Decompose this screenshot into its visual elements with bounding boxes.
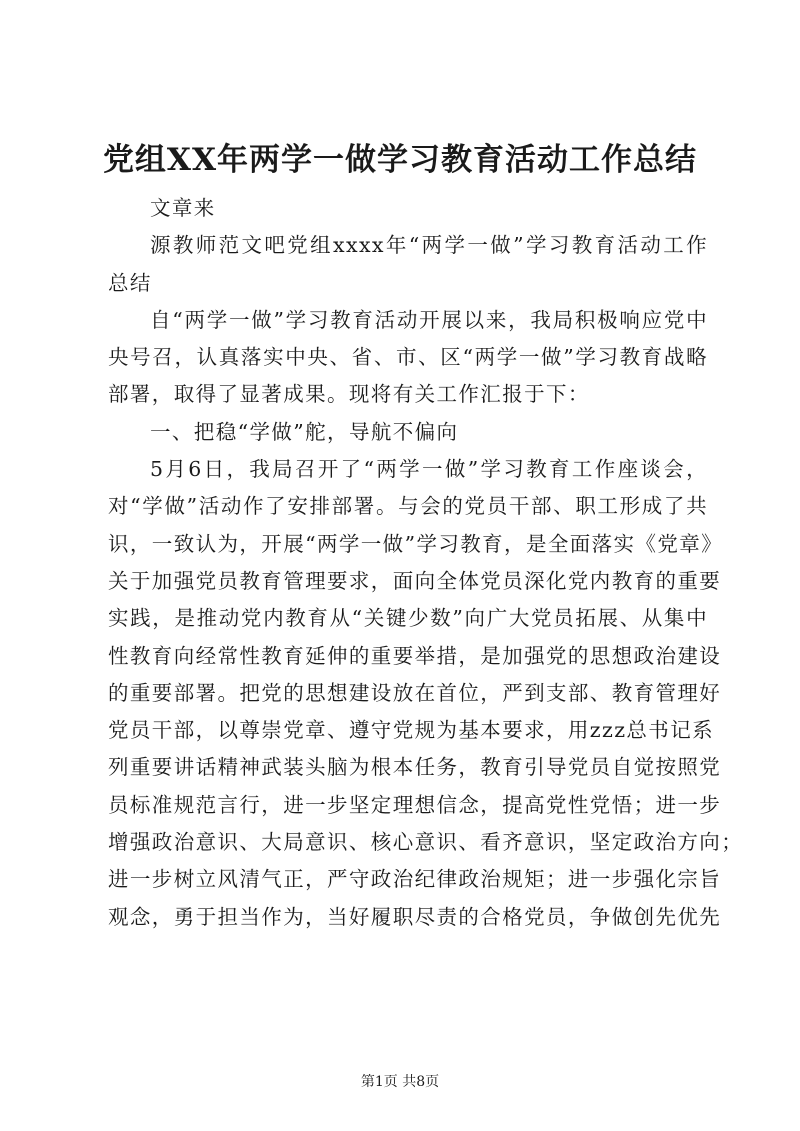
text-line: 列重要讲话精神武装头脑为根本任务，教育引导党员自觉按照党 bbox=[108, 755, 722, 780]
text-line: 党员干部，以尊崇党章、遵守党规为基本要求，用zzz总书记系 bbox=[108, 718, 714, 743]
document-body bbox=[108, 190, 744, 936]
text-line: 文章来 bbox=[150, 196, 216, 220]
text-line: 源教师范文吧党组xxxx年“两学一做”学习教育活动工作 bbox=[150, 233, 708, 258]
text-line: 员标准规范言行，进一步坚定理想信念，提高党性党悟；进一步 bbox=[108, 792, 722, 817]
text-line: 对“学做”活动作了安排部署。与会的党员干部、职工形成了共 bbox=[108, 494, 708, 519]
text-line: 5月6日，我局召开了“两学一做”学习教育工作座谈会， bbox=[150, 457, 708, 482]
text-line: 性教育向经常性教育延伸的重要举措，是加强党的思想政治建设 bbox=[108, 643, 722, 668]
text-line: 的重要部署。把党的思想建设放在首位，严到支部、教育管理好 bbox=[108, 680, 722, 705]
text-line: 观念，勇于担当作为，当好履职尽责的合格党员，争做创先优先 bbox=[108, 904, 722, 929]
document-title: 党组XX年两学一做学习教育活动工作总结 bbox=[102, 142, 698, 178]
text-line: 央号召，认真落实中央、省、市、区“两学一做”学习教育战略 bbox=[108, 345, 708, 370]
text-line: 自“两学一做”学习教育活动开展以来，我局积极响应党中 bbox=[150, 307, 708, 332]
page-footer: 第1页 共8页 bbox=[360, 1074, 440, 1090]
text-line: 增强政治意识、大局意识、核心意识、看齐意识，坚定政治方向； bbox=[108, 830, 744, 855]
text-line: 部署，取得了显著成果。现将有关工作汇报于下： bbox=[108, 382, 590, 407]
section-heading: 一、把稳“学做”舵，导航不偏向 bbox=[150, 419, 459, 444]
text-line: 进一步树立风清气正，严守政治纪律政治规矩；进一步强化宗旨 bbox=[108, 867, 722, 892]
text-line: 识，一致认为，开展“两学一做”学习教育，是全面落实《党章》 bbox=[108, 531, 724, 556]
text-line: 实践，是推动党内教育从“关键少数”向广大党员拓展、从集中 bbox=[108, 606, 708, 631]
text-line: 总结 bbox=[108, 270, 152, 295]
text-line: 关于加强党员教育管理要求，面向全体党员深化党内教育的重要 bbox=[108, 568, 722, 593]
